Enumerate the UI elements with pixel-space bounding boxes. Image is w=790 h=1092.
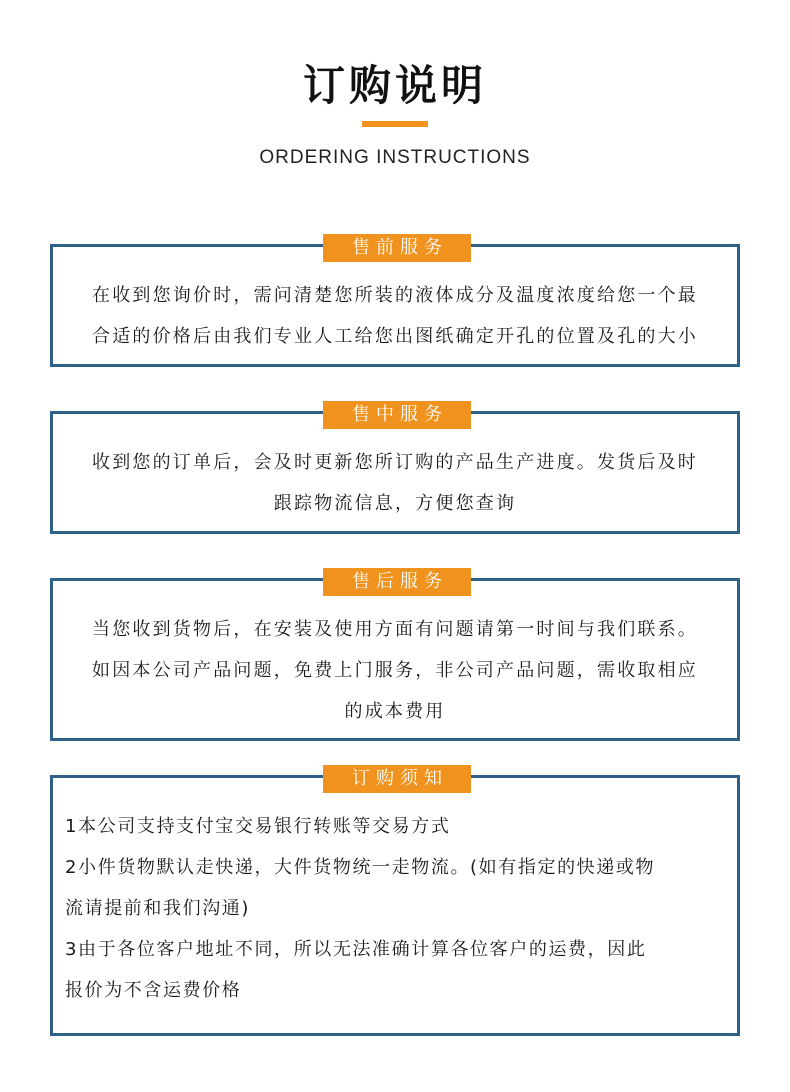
section-text-line: 在收到您询价时，需问清楚您所装的液体成分及温度浓度给您一个最: [92, 285, 698, 306]
page-subtitle: ORDERING INSTRUCTIONS: [259, 147, 531, 168]
section-text-line: 收到您的订单后，会及时更新您所订购的产品生产进度。发货后及时: [92, 452, 698, 473]
section-body: [53, 442, 737, 524]
notice-item: 2小件货物默认走快递，大件货物统一走物流。(如有指定的快递或物: [65, 857, 656, 878]
section-body: [53, 275, 737, 357]
section-pre-sale-service: [50, 237, 740, 367]
section-label: 售中服务: [323, 401, 471, 429]
section-in-sale-service: [50, 404, 740, 534]
section-label: 售后服务: [323, 568, 471, 596]
notice-item: 流请提前和我们沟通): [65, 898, 251, 919]
section-text-line: 跟踪物流信息，方便您查询: [273, 493, 517, 514]
page-title: 订购说明: [302, 61, 487, 110]
section-body: [53, 609, 737, 732]
section-text-line: 如因本公司产品问题，免费上门服务，非公司产品问题，需收取相应: [92, 660, 698, 681]
notice-item: 1本公司支持支付宝交易银行转账等交易方式: [65, 816, 451, 837]
title-accent-bar: [362, 121, 428, 127]
section-label: 售前服务: [323, 234, 471, 262]
notice-item: 3由于各位客户地址不同，所以无法准确计算各位客户的运费，因此: [65, 939, 647, 960]
notice-item: 报价为不含运费价格: [65, 980, 242, 1001]
section-text-line: 的成本费用: [344, 701, 446, 722]
section-text-line: 合适的价格后由我们专业人工给您出图纸确定开孔的位置及孔的大小: [92, 326, 698, 347]
section-text-line: 当您收到货物后，在安装及使用方面有问题请第一时间与我们联系。: [92, 619, 698, 640]
section-after-sale-service: [50, 571, 740, 741]
section-label: 订购须知: [323, 765, 471, 793]
section-body: [53, 806, 737, 1011]
section-ordering-notice: [50, 768, 740, 1036]
